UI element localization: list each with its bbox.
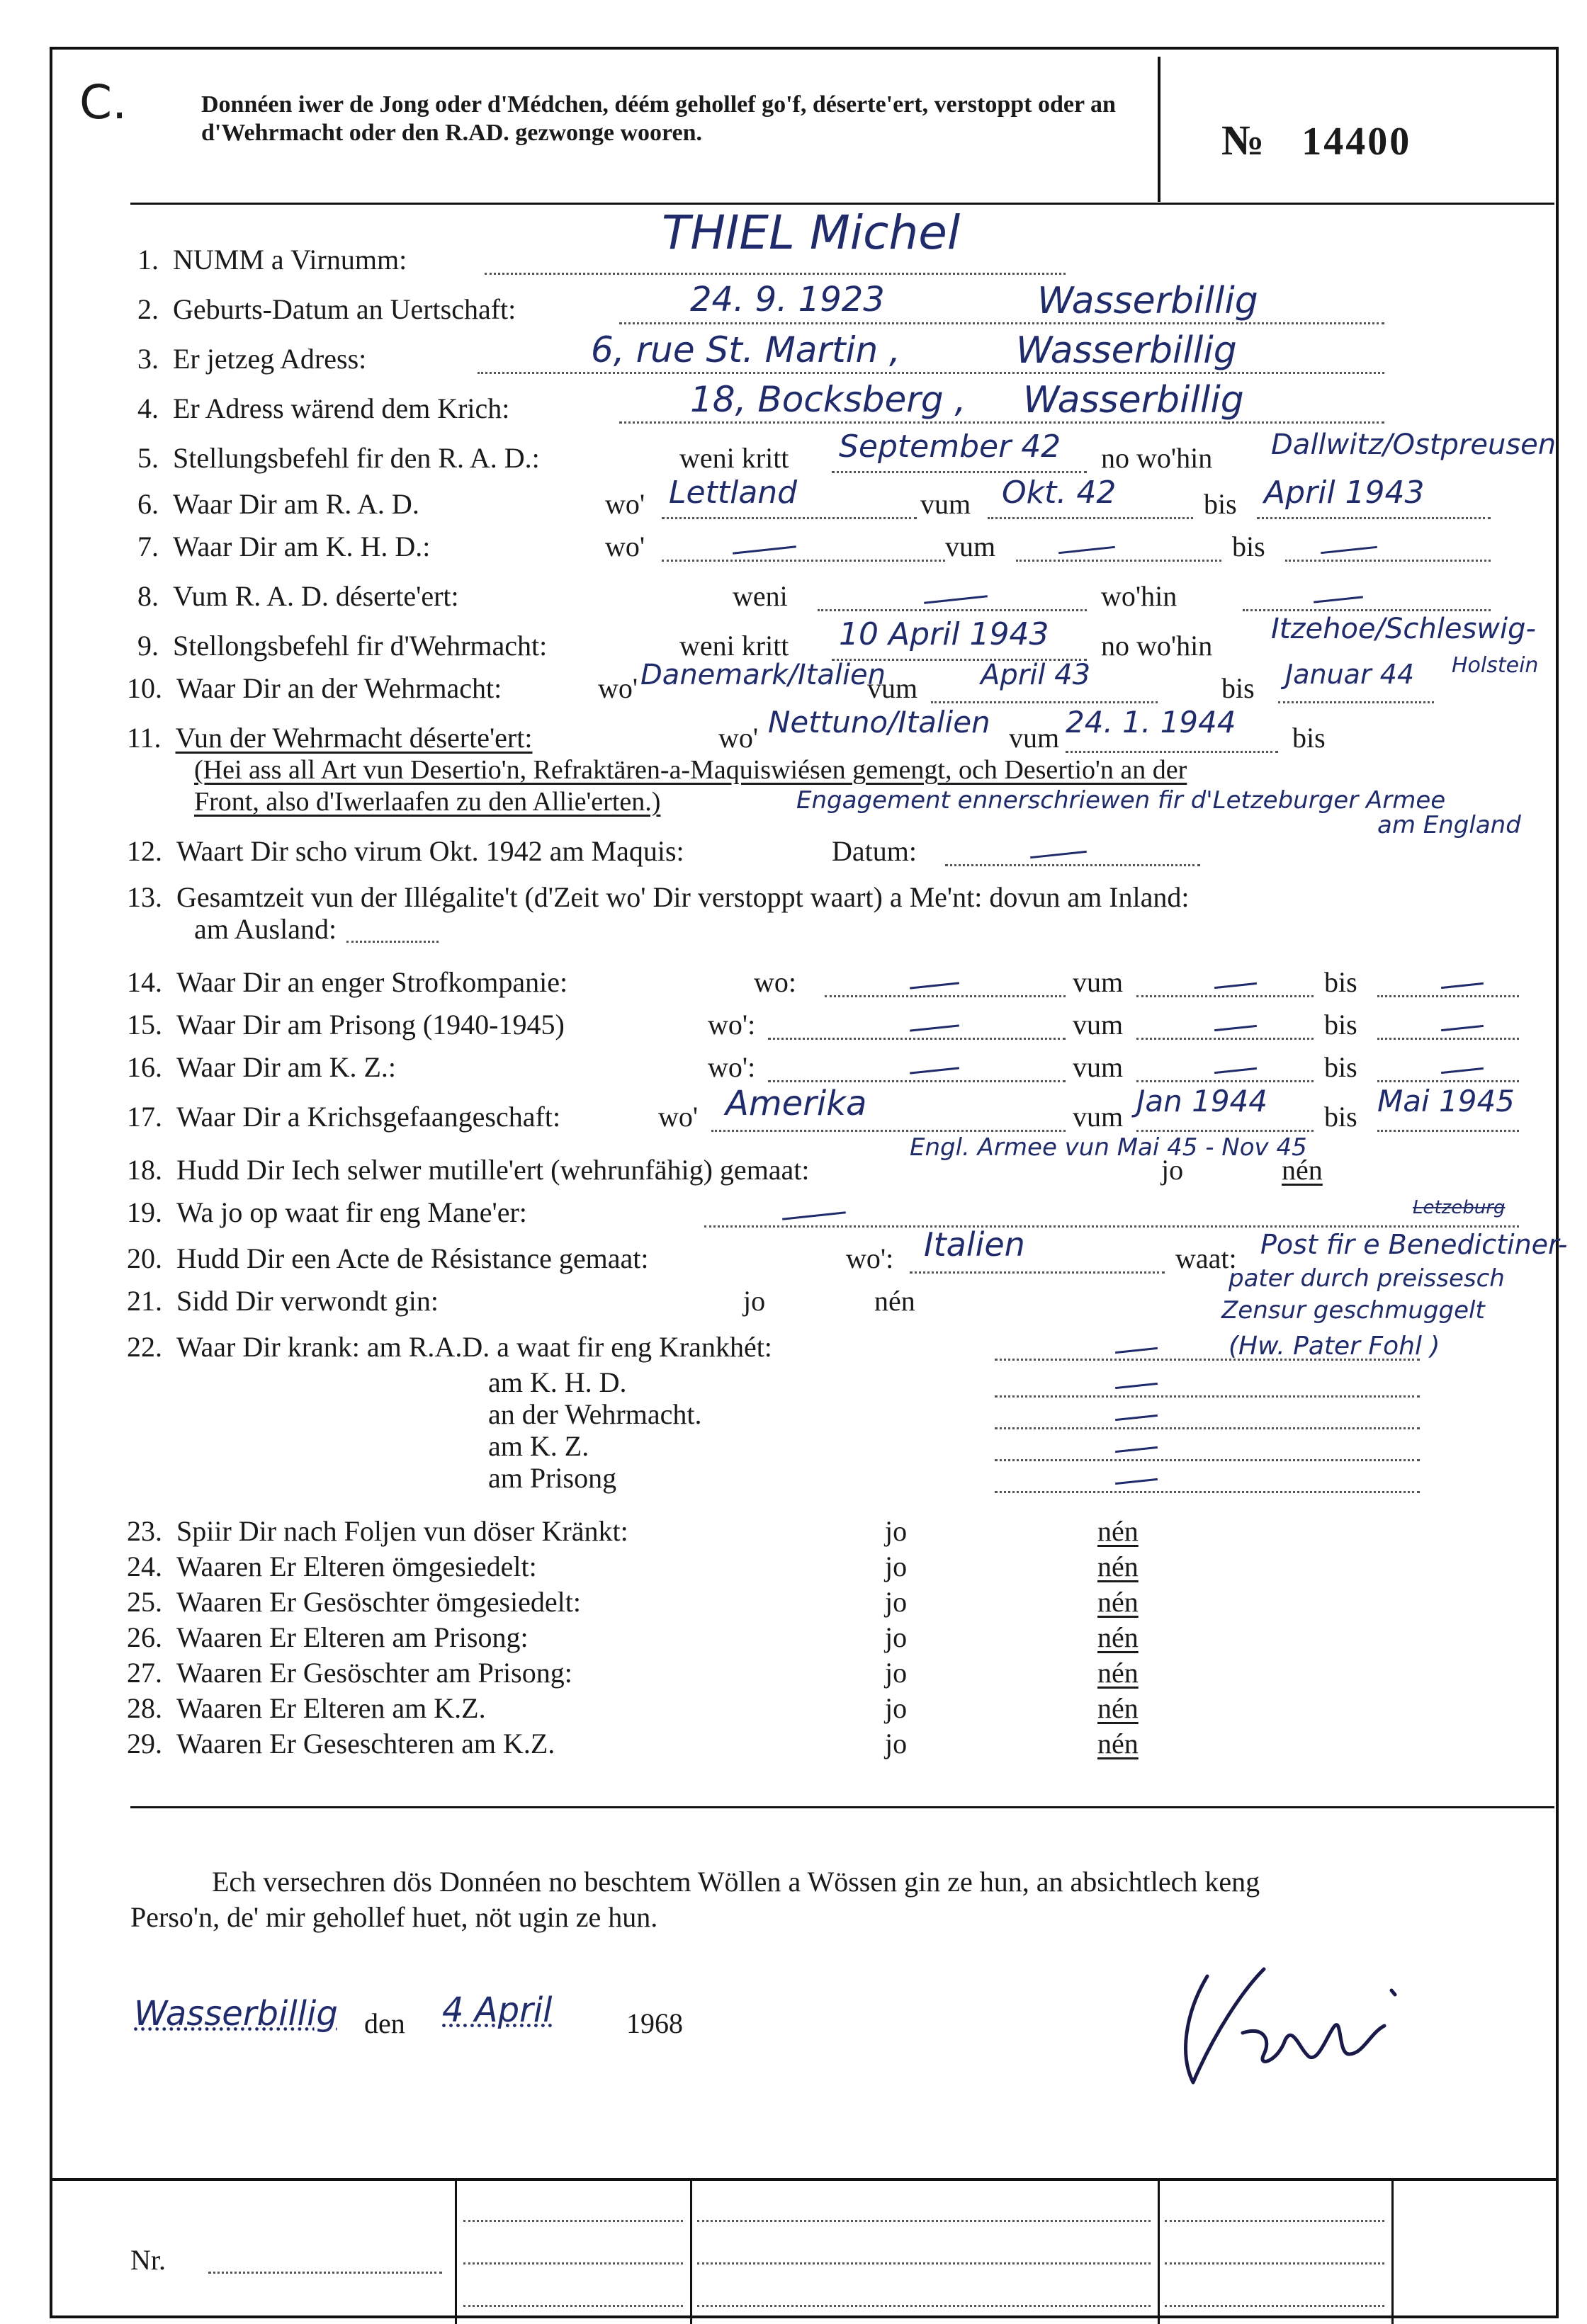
line-13-dots — [346, 941, 439, 943]
line-15-dash-c — [1441, 1025, 1484, 1031]
line-6-bis: bis — [1204, 488, 1237, 520]
line-7-dots-c — [1285, 560, 1491, 562]
line-10-dots-c — [1278, 701, 1434, 703]
desertion-place-value[interactable]: Nettuno/Italien — [768, 705, 990, 739]
line-25-nen[interactable]: nén — [1097, 1586, 1139, 1618]
header-rule — [130, 203, 1554, 205]
line-8-wohin: wo'hin — [1101, 580, 1177, 612]
line-13: 13. Gesamtzeit vun der Illégalite't (d'Zeit wo' Dir verstoppt waart) a Me'nt: dovun am Inland: — [127, 881, 1190, 913]
footer-dots-b2 — [697, 2262, 1151, 2265]
rad-to-value[interactable]: April 1943 — [1264, 475, 1425, 511]
rad-order-date-value[interactable]: September 42 — [839, 429, 1061, 465]
line-11-dots — [1066, 751, 1278, 753]
line-23-jo: jo — [885, 1515, 908, 1547]
line-22-dash-2 — [1115, 1415, 1158, 1421]
current-place-value[interactable]: Wasserbillig — [1016, 329, 1237, 372]
line-29: 29. Waaren Er Geseschteren am K.Z. — [127, 1728, 555, 1759]
line-11-bis: bis — [1292, 722, 1326, 754]
line-10-dots-b — [931, 701, 1158, 703]
engl-army-note[interactable]: Engl. Armee vun Mai 45 - Nov 45 — [910, 1133, 1307, 1162]
line-15-dash-a — [910, 1024, 959, 1031]
wehrmacht-to-value[interactable]: Januar 44 — [1285, 659, 1415, 690]
footer-nr-dots — [208, 2272, 442, 2274]
line-14: 14. Waar Dir an enger Strofkompanie: — [127, 966, 568, 998]
line-9: 9. Stellongsbefehl fir d'Wehrmacht: — [137, 630, 548, 662]
rad-place-value[interactable]: Lettland — [669, 475, 798, 511]
line-18-jo: jo — [1161, 1154, 1184, 1186]
line-16-dots-b — [1136, 1080, 1314, 1082]
birth-date-value[interactable]: 24. 9. 1923 — [690, 280, 885, 319]
header-divider — [1158, 57, 1160, 202]
line-2: 2. Geburts-Datum an Uertschaft: — [137, 293, 516, 325]
line-7-dash-a — [733, 545, 796, 554]
line-5: 5. Stellungsbefehl fir den R. A. D.: — [137, 442, 540, 474]
footer-dots-a2 — [463, 2262, 683, 2265]
line-13-ausland: am Ausland: — [194, 913, 337, 945]
declaration-den: den — [364, 2007, 405, 2039]
signing-place-value[interactable]: Wasserbillig — [134, 1994, 338, 2034]
line-12-datum: Datum: — [832, 835, 917, 867]
line-27-nen[interactable]: nén — [1097, 1657, 1139, 1689]
engagement-note-cont: am England — [1377, 811, 1521, 839]
line-12: 12. Waart Dir scho virum Okt. 1942 am Maquis: — [127, 835, 684, 867]
line-20-waat: waat: — [1175, 1242, 1237, 1274]
line-14-wo: wo: — [754, 966, 796, 998]
line-22-dots-0 — [995, 1359, 1420, 1361]
line-11-note-2: Front, also d'Iwerlaafen zu den Allie'erten.) — [194, 787, 661, 817]
line-4-dots — [619, 421, 1384, 424]
line-8-dash-b — [1314, 596, 1363, 603]
line-6-dots-b — [988, 517, 1193, 519]
footer-table — [52, 2178, 1556, 2324]
wehrmacht-order-place-cont: Holstein — [1452, 653, 1539, 678]
resistance-what-cont-3: (Hw. Pater Fohl ) — [1229, 1332, 1440, 1361]
line-5-weni: weni kritt — [679, 442, 789, 474]
line-21: 21. Sidd Dir verwondt gin: — [127, 1285, 439, 1317]
line-15-dash-b — [1214, 1025, 1257, 1031]
resistance-what-value[interactable]: Post fir e Benedictiner- — [1260, 1229, 1568, 1260]
footer-col-2 — [690, 2181, 692, 2324]
line-8-dots-b — [1243, 609, 1491, 611]
rad-order-place-value[interactable]: Dallwitz/Ostpreusen — [1271, 429, 1557, 461]
declaration-rule — [130, 1806, 1554, 1808]
line-4: 4. Er Adress wärend dem Krich: — [137, 392, 510, 424]
line-26-jo: jo — [885, 1621, 908, 1653]
engagement-note-value[interactable]: Engagement ennerschriewen fir d'Letzeburger Armee — [796, 786, 1446, 815]
line-15-dots-b — [1136, 1038, 1314, 1040]
line-22-dash-0 — [1115, 1347, 1158, 1354]
line-7-dots-a — [662, 560, 945, 562]
line-20-dots — [910, 1271, 1165, 1274]
line-3-dots — [478, 372, 1384, 374]
rad-from-value[interactable]: Okt. 42 — [1002, 475, 1117, 511]
line-28: 28. Waaren Er Elteren am K.Z. — [127, 1692, 486, 1724]
line-22: 22. Waar Dir krank: am R.A.D. a waat fir eng Krankhét: — [127, 1331, 772, 1363]
number-sign: № — [1221, 117, 1267, 164]
line-10: 10. Waar Dir an der Wehrmacht: — [127, 672, 502, 704]
pow-to-value[interactable]: Mai 1945 — [1377, 1084, 1515, 1118]
line-3: 3. Er jetzeg Adress: — [137, 343, 367, 375]
line-1: 1. NUMM a Virnumm: — [137, 244, 407, 276]
line-14-dash-b — [1214, 982, 1257, 989]
line-15: 15. Waar Dir am Prisong (1940-1945) — [127, 1009, 565, 1041]
line-10-bis: bis — [1221, 672, 1255, 704]
line-7-bis: bis — [1232, 531, 1265, 562]
line-18-nen[interactable]: nén — [1282, 1154, 1323, 1186]
line-14-bis: bis — [1324, 966, 1357, 998]
line-26: 26. Waaren Er Elteren am Prisong: — [127, 1621, 529, 1653]
line-11-wo: wo' — [718, 722, 759, 754]
pow-place-value[interactable]: Amerika — [725, 1084, 867, 1123]
footer-dots-b3 — [697, 2305, 1151, 2307]
line-7-vum: vum — [945, 531, 996, 562]
line-16-dash-a — [910, 1067, 959, 1074]
line-17-dots-b — [1136, 1130, 1314, 1132]
wehrmacht-from-value[interactable]: April 43 — [981, 659, 1091, 691]
line-14-vum: vum — [1073, 966, 1124, 998]
number-value: 14400 — [1301, 120, 1412, 164]
footer-dots-a3 — [463, 2305, 683, 2307]
line-11: 11. Vun der Wehrmacht déserte'ert: — [127, 722, 533, 754]
line-24-jo: jo — [885, 1551, 908, 1582]
line-17-wo: wo' — [658, 1101, 699, 1133]
line-10-wo: wo' — [598, 672, 638, 704]
name-value[interactable]: THIEL Michel — [662, 205, 961, 260]
line-27: 27. Waaren Er Gesöschter am Prisong: — [127, 1657, 572, 1689]
line-22-dots-1 — [995, 1395, 1420, 1398]
line-19: 19. Wa jo op waat fir eng Mane'er: — [127, 1196, 527, 1228]
line-14-dots-c — [1377, 995, 1519, 997]
line-18: 18. Hudd Dir Iech selwer mutille'ert (wehrunfähig) gemaat: — [127, 1154, 810, 1186]
line-23-nen[interactable]: nén — [1097, 1515, 1139, 1547]
current-street-value[interactable]: 6, rue St. Martin , — [591, 329, 900, 370]
line-22-dots-3 — [995, 1459, 1420, 1461]
line-22-prisong: am Prisong — [488, 1462, 617, 1494]
line-22-dash-3 — [1115, 1446, 1158, 1453]
line-24: 24. Waaren Er Elteren ömgesiedelt: — [127, 1551, 537, 1582]
resistance-what-cont-2: Zensur geschmuggelt — [1221, 1296, 1485, 1325]
footer-dots-c3 — [1165, 2305, 1384, 2307]
war-street-value[interactable]: 18, Bocksberg , — [690, 379, 966, 420]
line-17: 17. Waar Dir a Krichsgefaangeschaft: — [127, 1101, 561, 1133]
line-7: 7. Waar Dir am K. H. D.: — [137, 531, 431, 562]
line-22-wehrmacht: an der Wehrmacht. — [488, 1398, 702, 1430]
line-15-vum: vum — [1073, 1009, 1124, 1041]
line-8: 8. Vum R. A. D. déserte'ert: — [137, 580, 459, 612]
line-11-note-1: (Hei ass all Art vun Desertio'n, Refraktären-a-Maquiswiésen gemengt, och Desertio'n an der — [194, 755, 1187, 785]
line-16-dots-c — [1377, 1080, 1519, 1082]
line-5-wohin: no wo'hin — [1101, 442, 1213, 474]
line-6-dots-c — [1257, 517, 1491, 519]
line-1-dots — [485, 273, 1066, 275]
footer-dots-c1 — [1165, 2220, 1384, 2222]
line-2-dots — [619, 322, 1384, 324]
declaration-year: 1968 — [626, 2007, 683, 2039]
line-16-wo: wo': — [708, 1051, 756, 1083]
line-22-dash-1 — [1115, 1383, 1158, 1389]
line-15-wo: wo': — [708, 1009, 756, 1041]
form-number — [1221, 116, 1411, 165]
line-17-bis: bis — [1324, 1101, 1357, 1133]
line-10-vum: vum — [867, 672, 918, 704]
line-7-dash-c — [1321, 546, 1377, 554]
line-28-nen[interactable]: nén — [1097, 1692, 1139, 1724]
line-29-jo: jo — [885, 1728, 908, 1759]
pow-from-value[interactable]: Jan 1944 — [1136, 1084, 1267, 1118]
footer-col-1 — [455, 2181, 457, 2324]
footer-dots-c2 — [1165, 2262, 1384, 2265]
signing-date-value[interactable]: 4 April — [442, 1990, 553, 2030]
line-19-dots — [704, 1225, 1519, 1228]
line-8-weni: weni — [733, 580, 788, 612]
form-page — [50, 47, 1568, 2318]
line-23: 23. Spiir Dir nach Foljen vun döser Kränkt: — [127, 1515, 628, 1547]
wehrmacht-place-value[interactable]: Danemark/Italien — [640, 659, 886, 691]
line-22-dots-4 — [995, 1491, 1420, 1493]
line-15-dots-a — [768, 1038, 1066, 1040]
resistance-place-value[interactable]: Italien — [924, 1225, 1025, 1264]
line-14-dash-a — [910, 982, 959, 989]
line-25: 25. Waaren Er Gesöschter ömgesiedelt: — [127, 1586, 581, 1618]
line-26-nen[interactable]: nén — [1097, 1621, 1139, 1653]
line-24-nen[interactable]: nén — [1097, 1551, 1139, 1582]
declaration-line-2: Perso'n, de' mir gehollef huet, nöt ugin ze hun. — [130, 1901, 658, 1933]
line-25-jo: jo — [885, 1586, 908, 1618]
line-27-jo: jo — [885, 1657, 908, 1689]
section-title: Donnéen iwer de Jong oder d'Médchen, déém gehollef go'f, déserte'ert, verstoppt oder an d'Wehrmacht oder den R.AD. gezwonge wooren. — [201, 91, 1116, 146]
line-7-wo: wo' — [605, 531, 645, 562]
line-17-dots-c — [1377, 1130, 1519, 1132]
line-9-weni: weni kritt — [679, 630, 789, 662]
line-22-dots-2 — [995, 1427, 1420, 1429]
resistance-what-cont-1: pater durch preissesch — [1229, 1264, 1505, 1293]
wehrmacht-order-date-value[interactable]: 10 April 1943 — [839, 616, 1049, 652]
line-6-dots-a — [662, 517, 917, 519]
line-6-wo: wo' — [605, 488, 645, 520]
line-16-bis: bis — [1324, 1051, 1357, 1083]
line-14-dash-c — [1441, 982, 1484, 989]
line-17-vum: vum — [1073, 1101, 1124, 1133]
footer-nr-label: Nr. — [130, 2244, 166, 2276]
line-16: 16. Waar Dir am K. Z.: — [127, 1051, 396, 1083]
line-14-dots-a — [825, 995, 1066, 997]
line-6: 6. Waar Dir am R. A. D. — [137, 488, 419, 520]
line-21-nen[interactable]: nén — [874, 1285, 915, 1317]
line-16-dash-b — [1214, 1067, 1257, 1074]
line-29-nen[interactable]: nén — [1097, 1728, 1139, 1759]
line-15-bis: bis — [1324, 1009, 1357, 1041]
line-28-jo: jo — [885, 1692, 908, 1724]
line-16-dash-c — [1441, 1067, 1484, 1074]
section-letter: C. — [79, 75, 128, 130]
line-20-wo: wo': — [846, 1242, 894, 1274]
line-15-dots-c — [1377, 1038, 1519, 1040]
footer-col-3 — [1158, 2181, 1160, 2324]
line-14-dots-b — [1136, 995, 1314, 997]
line-21-jo: jo — [743, 1285, 766, 1317]
line-22-khd: am K. H. D. — [488, 1366, 627, 1398]
birth-place-value[interactable]: Wasserbillig — [1037, 280, 1258, 322]
line-19-struck-note: Letzeburg — [1413, 1197, 1506, 1218]
line-6-vum: vum — [920, 488, 971, 520]
line-16-vum: vum — [1073, 1051, 1124, 1083]
footer-col-4 — [1391, 2181, 1394, 2324]
line-17-dots-a — [711, 1130, 1066, 1132]
line-7-dash-b — [1058, 546, 1115, 554]
line-22-kz: am K. Z. — [488, 1430, 589, 1462]
declaration-line-1: Ech versechren dös Donnéen no beschtem Wöllen a Wössen gin ze hun, an absichtlech keng — [212, 1866, 1260, 1898]
line-9-wohin: no wo'hin — [1101, 630, 1213, 662]
line-5-dots-a — [832, 471, 1087, 473]
wehrmacht-order-place-value[interactable]: Itzehoe/Schleswig- — [1271, 613, 1536, 645]
line-7-dots-b — [1016, 560, 1221, 562]
footer-dots-a1 — [463, 2220, 683, 2222]
line-11-vum: vum — [1009, 722, 1060, 754]
line-20: 20. Hudd Dir een Acte de Résistance gemaat: — [127, 1242, 649, 1274]
desertion-date-value[interactable]: 24. 1. 1944 — [1066, 705, 1236, 739]
line-22-dash-4 — [1115, 1478, 1158, 1485]
footer-dots-b1 — [697, 2220, 1151, 2222]
line-8-dots-a — [818, 609, 1087, 611]
war-place-value[interactable]: Wasserbillig — [1023, 379, 1244, 421]
line-8-dash-a — [924, 595, 988, 603]
line-12-dash — [1030, 851, 1087, 858]
line-19-dash — [782, 1211, 846, 1220]
line-16-dots-a — [768, 1080, 1066, 1082]
form-header — [52, 50, 1556, 198]
line-12-dots — [945, 864, 1200, 866]
